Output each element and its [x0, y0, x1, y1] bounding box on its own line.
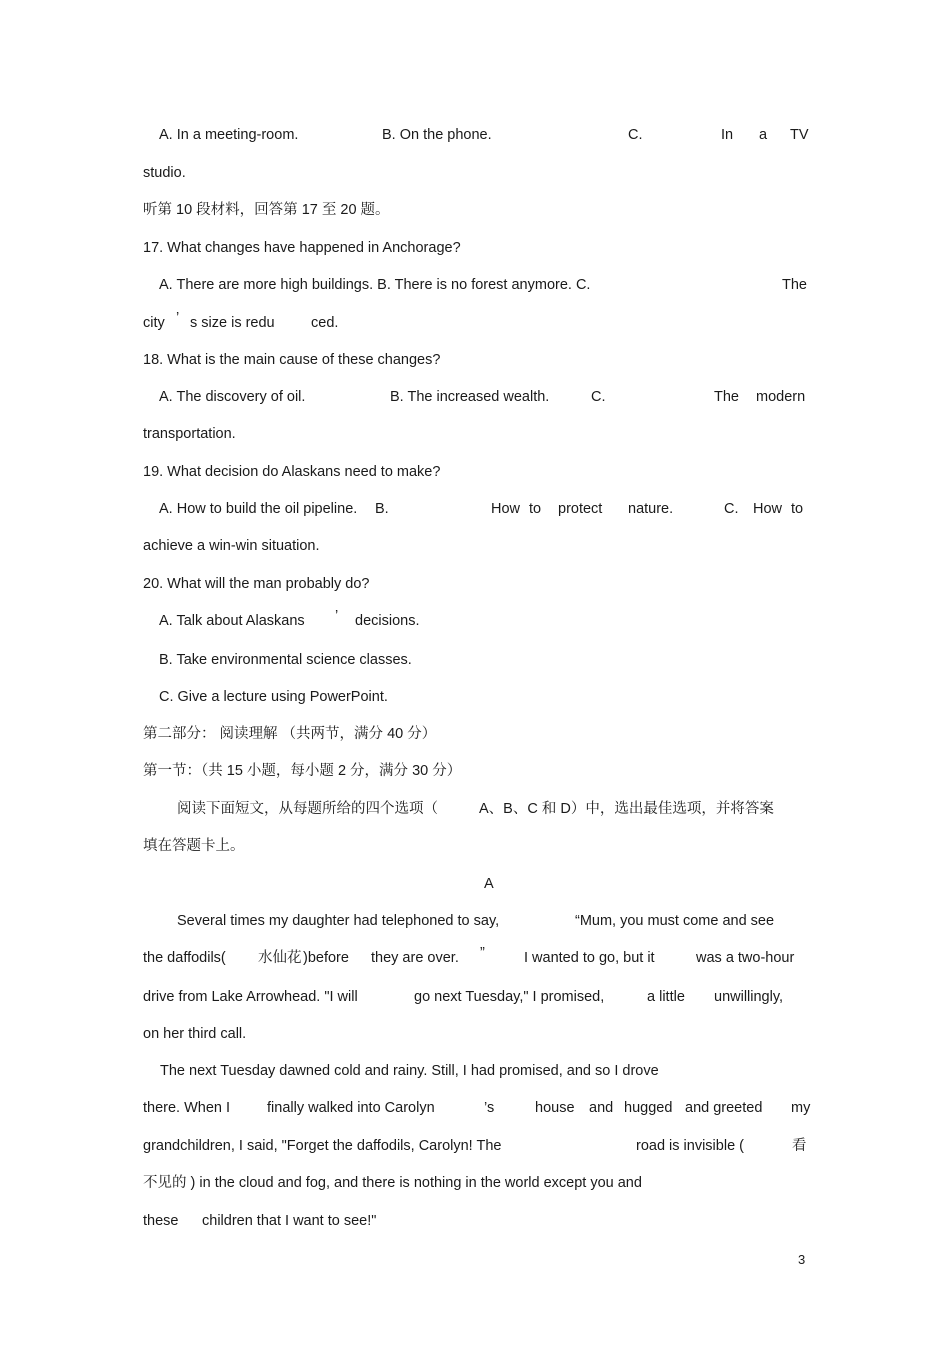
passage-text: 水仙花 [258, 950, 302, 966]
q19-option-c-word: to [791, 501, 804, 517]
passage-text: they are over. [371, 950, 459, 966]
q20-option-c: C. Give a lecture using PowerPoint. [159, 689, 388, 705]
q18-option-a: A. The discovery of oil. [159, 389, 306, 405]
q18-option-c-word: transportation. [143, 426, 236, 442]
listening-section-heading: 听第 10 段材料，回答第 17 至 20 题。 [143, 202, 390, 218]
q16-option-c-letter: C. [628, 127, 643, 143]
q17-option-c-word: The [782, 277, 807, 293]
passage-text: children that I want to see!" [202, 1213, 377, 1229]
q17-option-c-word: s size is redu [190, 315, 275, 331]
q19-option-b-letter: B. [375, 501, 389, 517]
q19-option-a: A. How to build the oil pipeline. [159, 501, 358, 517]
q17-option-c-word: city [143, 315, 165, 331]
q20-option-b: B. Take environmental science classes. [159, 652, 412, 668]
q19-option-b-word: How [491, 501, 521, 517]
part2-instructions: 填在答题卡上。 [143, 838, 245, 854]
q16-option-c-word: In [721, 127, 734, 143]
q19-option-b-word: nature. [628, 501, 674, 517]
passage-text: and [589, 1100, 614, 1116]
part2-instructions: 阅读下面短文，从每题所给的四个选项（ [177, 801, 438, 817]
passage-text: house [535, 1100, 575, 1116]
q19-option-c-word: How [753, 501, 783, 517]
passage-text: hugged [624, 1100, 673, 1116]
passage-text: The next Tuesday dawned cold and rainy. Still, I had promised, and so I drove [160, 1063, 659, 1079]
passage-text: on her third call. [143, 1026, 247, 1042]
passage-text: )before [303, 950, 349, 966]
passage-text: finally walked into Carolyn [267, 1100, 435, 1116]
q18-stem: 18. What is the main cause of these changes? [143, 352, 441, 368]
passage-text: road is invisible ( [636, 1138, 744, 1154]
page-number: 3 [798, 1252, 806, 1267]
passage-text: 不见的 ) in the cloud and fog, and there is nothing in the world except you and [143, 1175, 642, 1191]
passage-text: drive from Lake Arrowhead. "I will [143, 989, 358, 1005]
q18-option-c-letter: C. [591, 389, 606, 405]
passage-label: A [484, 876, 494, 892]
passage-text: I wanted to go, but it [524, 950, 655, 966]
q17-option-c-word: ced. [311, 315, 339, 331]
q17-option-c-apostrophe: ’ [176, 310, 180, 326]
q19-option-c-letter: C. [724, 501, 739, 517]
part2-section1-heading: 第一节：（共 15 小题，每小题 2 分，满分 30 分） [143, 763, 462, 779]
q19-stem: 19. What decision do Alaskans need to make? [143, 464, 441, 480]
q20-option-a-word: decisions. [355, 613, 420, 629]
q19-option-b-word: protect [558, 501, 603, 517]
passage-text: ” [480, 945, 485, 961]
q16-option-b: B. On the phone. [382, 127, 492, 143]
passage-text: grandchildren, I said, "Forget the daffodils, Carolyn! The [143, 1138, 502, 1154]
passage-text: 看 [792, 1138, 807, 1154]
passage-text: go next Tuesday," I promised, [414, 989, 605, 1005]
passage-text: my [791, 1100, 811, 1116]
q17-stem: 17. What changes have happened in Anchorage? [143, 240, 461, 256]
passage-text: Several times my daughter had telephoned to say, [177, 913, 500, 929]
q17-options-ab: A. There are more high buildings. B. There is no forest anymore. C. [159, 277, 591, 293]
q19-option-c-word: achieve a win-win situation. [143, 538, 320, 554]
q18-option-c-word: The [714, 389, 739, 405]
q16-option-a: A. In a meeting-room. [159, 127, 299, 143]
q16-option-c-word: TV [790, 127, 809, 143]
passage-text: these [143, 1213, 179, 1229]
q18-option-b: B. The increased wealth. [390, 389, 550, 405]
passage-text: and greeted [685, 1100, 763, 1116]
part2-heading: 第二部分： 阅读理解 （共两节，满分 40 分） [143, 726, 437, 742]
q16-option-c-word: studio. [143, 165, 186, 181]
passage-text: ’s [484, 1100, 495, 1116]
q19-option-b-word: to [529, 501, 542, 517]
q20-option-a-apostrophe: ’ [335, 608, 339, 624]
q20-stem: 20. What will the man probably do? [143, 576, 370, 592]
q20-option-a: A. Talk about Alaskans [159, 613, 305, 629]
passage-text: unwillingly, [714, 989, 784, 1005]
passage-text: “Mum, you must come and see [575, 913, 775, 929]
passage-text: the daffodils( [143, 950, 226, 966]
q18-option-c-word: modern [756, 389, 806, 405]
passage-text: a little [647, 989, 685, 1005]
passage-text: there. When I [143, 1100, 231, 1116]
part2-instructions: A、B、C 和 D）中，选出最佳选项，并将答案 [479, 801, 774, 817]
passage-text: was a two-hour [696, 950, 795, 966]
q16-option-c-word: a [759, 127, 768, 143]
